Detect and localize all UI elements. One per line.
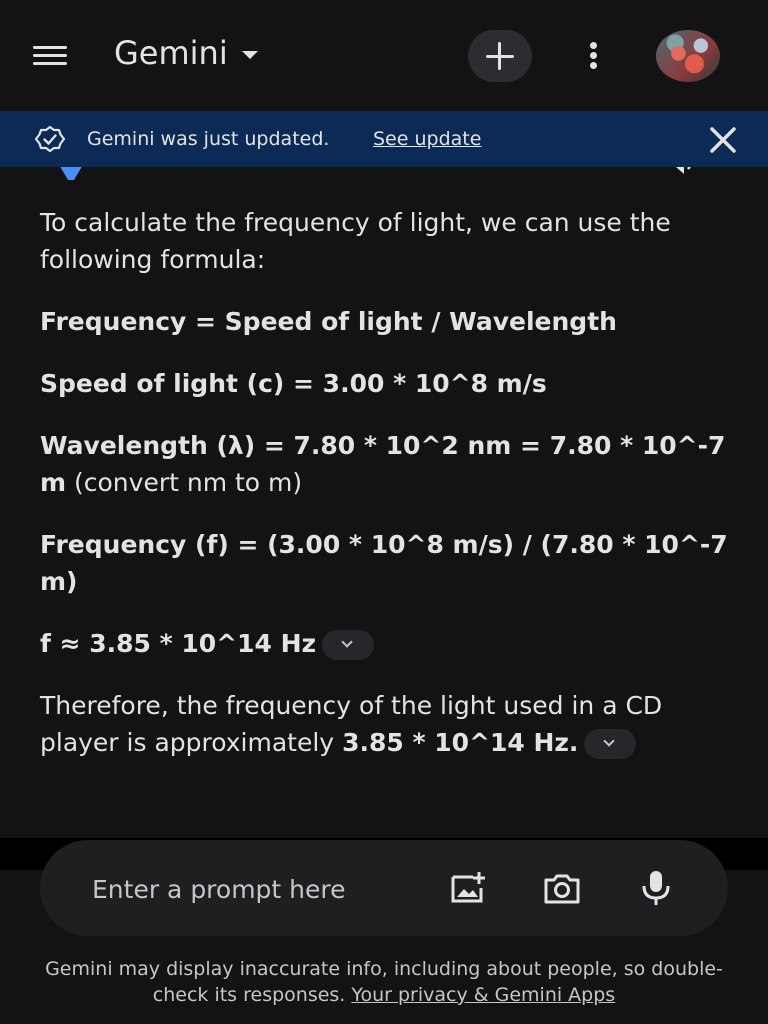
microphone-icon[interactable]	[636, 868, 676, 908]
new-chat-button[interactable]	[468, 30, 532, 82]
response-content	[40, 204, 730, 786]
prompt-input[interactable]	[90, 868, 414, 910]
formula-line: Frequency = Speed of light / Wavelength	[40, 307, 617, 336]
update-banner	[0, 111, 768, 167]
app-title: Gemini	[114, 34, 228, 72]
caret-down-icon	[242, 51, 258, 59]
more-vert-icon[interactable]	[580, 40, 608, 72]
wavelength-note: (convert nm to m)	[66, 468, 303, 497]
speed-of-light-line: Speed of light (c) = 3.00 * 10^8 m/s	[40, 369, 547, 398]
result-value: f ≈ 3.85 * 10^14 Hz	[40, 629, 317, 658]
add-image-icon[interactable]	[448, 868, 488, 908]
close-icon[interactable]	[706, 123, 740, 157]
banner-message: Gemini was just updated.	[87, 128, 330, 150]
wavelength-value: Wavelength (λ) = 7.80 * 10^2 nm = 7.80 * 10^-7 m	[40, 431, 726, 497]
top-app-bar	[0, 0, 768, 111]
model-selector[interactable]	[114, 34, 258, 72]
disclaimer	[24, 956, 744, 1008]
response-intro: To calculate the frequency of light, we can use the following formula:	[40, 208, 671, 274]
hamburger-menu-icon[interactable]	[30, 40, 70, 72]
wavelength-line	[40, 427, 730, 501]
verified-badge-icon	[34, 125, 66, 153]
camera-icon[interactable]	[542, 868, 582, 908]
result-line	[40, 625, 730, 662]
conclusion-line	[40, 687, 730, 761]
prompt-bar	[40, 840, 728, 936]
avatar[interactable]	[656, 30, 720, 82]
source-chip-chevron-down-icon[interactable]	[322, 630, 374, 660]
source-chip-chevron-down-icon[interactable]	[584, 729, 636, 759]
calculation-line: Frequency (f) = (3.00 * 10^8 m/s) / (7.80 * 10^-7 m)	[40, 530, 728, 596]
see-update-link[interactable]: See update	[373, 128, 482, 150]
conclusion-text: Therefore, the frequency of the light used in a CD player is approximately	[40, 691, 663, 757]
privacy-link[interactable]: Your privacy & Gemini Apps	[351, 984, 616, 1006]
disclaimer-text: Gemini may display inaccurate info, including about people, so double-check its responses.	[45, 958, 723, 1006]
conclusion-value: 3.85 * 10^14 Hz.	[342, 728, 579, 757]
